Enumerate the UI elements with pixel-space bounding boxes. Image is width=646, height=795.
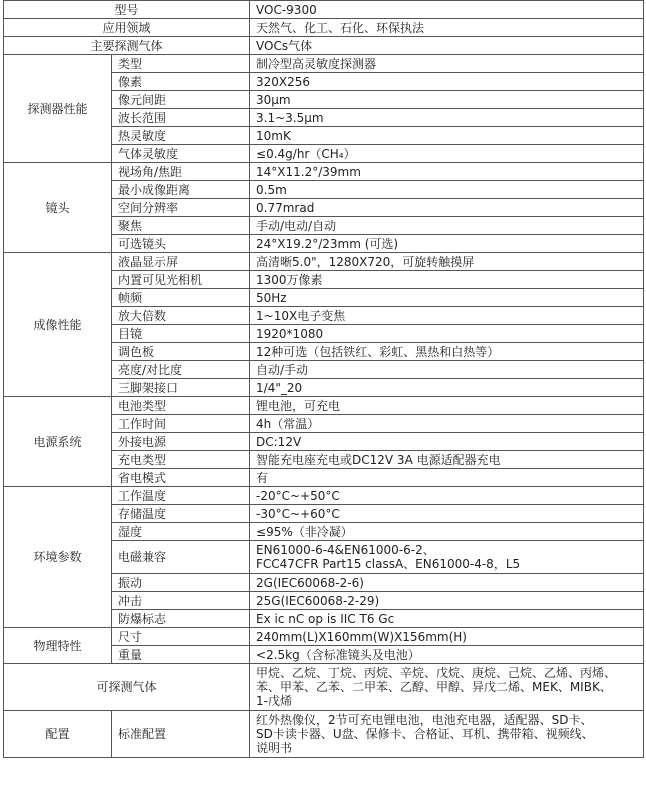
group-label-imaging: 成像性能 xyxy=(4,253,112,397)
spec-label: 目镜 xyxy=(112,325,250,343)
group-label-power: 电源系统 xyxy=(4,397,112,487)
spec-label: 热灵敏度 xyxy=(112,127,250,145)
spec-label: 三脚架接口 xyxy=(112,379,250,397)
group-label-environment: 环境参数 xyxy=(4,487,112,628)
spec-value: 手动/电动/自动 xyxy=(250,217,644,235)
spec-value: 有 xyxy=(250,469,644,487)
group-label-detector: 探测器性能 xyxy=(4,55,112,163)
spec-value: 1/4"_20 xyxy=(250,379,644,397)
spec-value: Ex ic nC op is IIC T6 Gc xyxy=(250,610,644,628)
spec-value-line: 说明书 xyxy=(256,741,293,755)
spec-value: 高清晰5.0"，1280X720，可旋转触摸屏 xyxy=(250,253,644,271)
spec-value: 1~10X电子变焦 xyxy=(250,307,644,325)
spec-label-standard-config: 标准配置 xyxy=(112,711,250,758)
spec-value-line: EN61000-6-4&EN61000-6-2、 xyxy=(256,543,435,557)
spec-label: 可选镜头 xyxy=(112,235,250,253)
spec-table xyxy=(3,0,644,758)
spec-value: 3.1~3.5μm xyxy=(250,109,644,127)
spec-label: 省电模式 xyxy=(112,469,250,487)
spec-value: ≤95%（非冷凝） xyxy=(250,523,644,541)
spec-value-line: 红外热像仪，2节可充电锂电池，电池充电器，适配器、SD卡、 xyxy=(256,713,593,727)
spec-value: -30°C~+60°C xyxy=(250,505,644,523)
spec-value: 1920*1080 xyxy=(250,325,644,343)
spec-value: 30μm xyxy=(250,91,644,109)
table-row xyxy=(4,664,644,711)
spec-label: 工作温度 xyxy=(112,487,250,505)
spec-value: 4h（常温） xyxy=(250,415,644,433)
spec-label: 尺寸 xyxy=(112,628,250,646)
spec-value: 0.77mrad xyxy=(250,199,644,217)
spec-value: 1300万像素 xyxy=(250,271,644,289)
table-row xyxy=(4,397,644,415)
spec-value: 锂电池，可充电 xyxy=(250,397,644,415)
spec-value: 2G(IEC60068-2-6) xyxy=(250,574,644,592)
spec-value-model: VOC-9300 xyxy=(250,1,644,19)
spec-label: 电磁兼容 xyxy=(112,541,250,574)
group-label-config: 配置 xyxy=(4,711,112,758)
spec-label: 内置可见光相机 xyxy=(112,271,250,289)
spec-value-line: 1-戊烯 xyxy=(256,694,292,708)
spec-value: 0.5m xyxy=(250,181,644,199)
spec-label: 最小成像距离 xyxy=(112,181,250,199)
spec-label: 冲击 xyxy=(112,592,250,610)
table-row xyxy=(4,163,644,181)
spec-label: 放大倍数 xyxy=(112,307,250,325)
spec-label: 波长范围 xyxy=(112,109,250,127)
spec-label: 外接电源 xyxy=(112,433,250,451)
spec-value: 14°X11.2°/39mm xyxy=(250,163,644,181)
spec-label: 湿度 xyxy=(112,523,250,541)
table-row xyxy=(4,1,644,19)
spec-label-model: 型号 xyxy=(4,1,250,19)
spec-label-detectable-gases: 可探测气体 xyxy=(4,664,250,711)
spec-value: 25G(IEC60068-2-29) xyxy=(250,592,644,610)
spec-label: 像元间距 xyxy=(112,91,250,109)
table-row xyxy=(4,19,644,37)
spec-value: 50Hz xyxy=(250,289,644,307)
spec-label: 液晶显示屏 xyxy=(112,253,250,271)
spec-value-application: 天然气、化工、石化、环保执法 xyxy=(250,19,644,37)
spec-value-standard-config xyxy=(250,711,644,758)
spec-value: <2.5kg（含标准镜头及电池） xyxy=(250,646,644,664)
spec-value-line: 苯、甲苯、乙苯、二甲苯、乙醇、甲醇、异戊二烯、MEK、MIBK、 xyxy=(256,680,612,694)
spec-value: 24°X19.2°/23mm (可选) xyxy=(250,235,644,253)
spec-value: 240mm(L)X160mm(W)X156mm(H) xyxy=(250,628,644,646)
spec-label: 振动 xyxy=(112,574,250,592)
spec-label: 气体灵敏度 xyxy=(112,145,250,163)
spec-value: 12种可选（包括铁红、彩虹、黑热和白热等） xyxy=(250,343,644,361)
spec-value: ≤0.4g/hr（CH₄） xyxy=(250,145,644,163)
spec-label: 存储温度 xyxy=(112,505,250,523)
spec-label: 电池类型 xyxy=(112,397,250,415)
spec-value: 制冷型高灵敏度探测器 xyxy=(250,55,644,73)
spec-label: 调色板 xyxy=(112,343,250,361)
spec-value-main-gas: VOCs气体 xyxy=(250,37,644,55)
spec-value-detectable-gases xyxy=(250,664,644,711)
table-row xyxy=(4,55,644,73)
spec-label: 聚焦 xyxy=(112,217,250,235)
spec-label-application: 应用领域 xyxy=(4,19,250,37)
spec-value: 10mK xyxy=(250,127,644,145)
group-label-physical: 物理特性 xyxy=(4,628,112,664)
group-label-lens: 镜头 xyxy=(4,163,112,253)
spec-label: 类型 xyxy=(112,55,250,73)
table-row xyxy=(4,711,644,758)
spec-value: 智能充电座充电或DC12V 3A 电源适配器充电 xyxy=(250,451,644,469)
spec-label: 像素 xyxy=(112,73,250,91)
spec-label: 视场角/焦距 xyxy=(112,163,250,181)
spec-value-line: SD卡读卡器、U盘、保修卡、合格证、耳机、携带箱、视频线、 xyxy=(256,727,594,741)
spec-label: 工作时间 xyxy=(112,415,250,433)
spec-label: 空间分辨率 xyxy=(112,199,250,217)
spec-value: 自动/手动 xyxy=(250,361,644,379)
table-row xyxy=(4,253,644,271)
spec-label: 帧频 xyxy=(112,289,250,307)
spec-label: 重量 xyxy=(112,646,250,664)
spec-label: 充电类型 xyxy=(112,451,250,469)
spec-label-main-gas: 主要探测气体 xyxy=(4,37,250,55)
spec-value: 320X256 xyxy=(250,73,644,91)
spec-label: 防爆标志 xyxy=(112,610,250,628)
spec-value-line: 甲烷、乙烷、丁烷、丙烷、辛烷、戊烷、庚烷、己烷、乙烯、丙烯、 xyxy=(256,666,617,680)
table-row xyxy=(4,487,644,505)
spec-value: DC:12V xyxy=(250,433,644,451)
spec-value-line: FCC47CFR Part15 classA、EN61000-4-8，L5 xyxy=(256,557,521,571)
table-row xyxy=(4,628,644,646)
spec-value: -20°C~+50°C xyxy=(250,487,644,505)
spec-table-body xyxy=(4,1,644,758)
table-row xyxy=(4,37,644,55)
spec-label: 亮度/对比度 xyxy=(112,361,250,379)
spec-value-emc xyxy=(250,541,644,574)
